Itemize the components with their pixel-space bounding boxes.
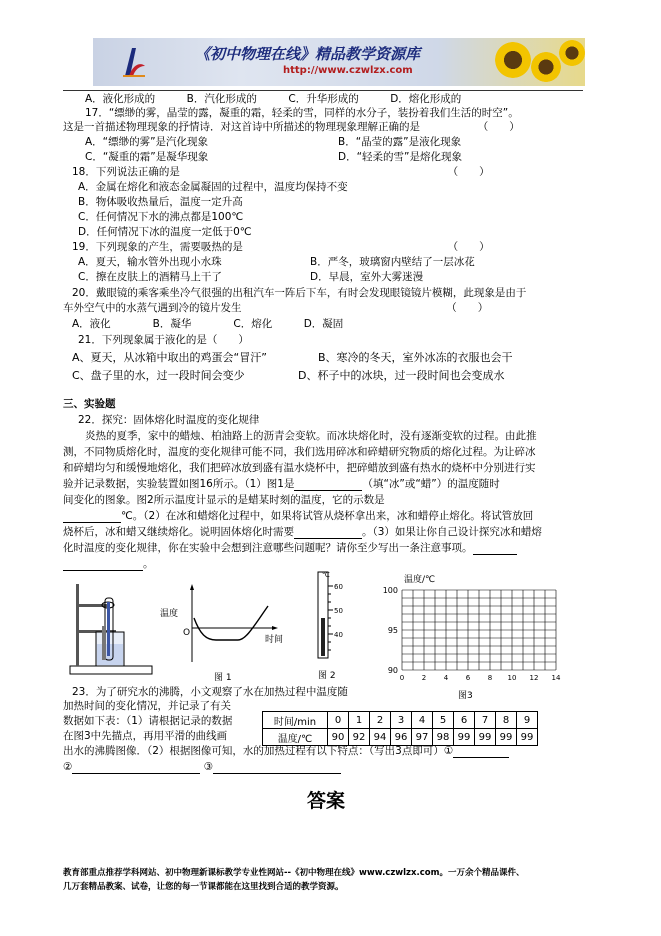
q19-stem: 19．下列现象的产生，需要吸热的是 （ ） (72, 241, 490, 253)
table-cell: 99 (475, 729, 496, 746)
answer-heading: 答案 (307, 790, 346, 812)
q22-paragraph (63, 510, 533, 523)
y-tick-label: 90 (387, 666, 398, 675)
table-header: 时间/min (263, 712, 328, 729)
table-cell: 4 (412, 712, 433, 729)
table-cell: 98 (433, 729, 454, 746)
table-cell: 5 (433, 712, 454, 729)
q19-option-a: A．夏天，输水管外出现小水珠 (78, 256, 222, 268)
fig3-ylabel: 温度/℃ (404, 575, 436, 585)
fig1-graph (180, 582, 280, 666)
table-cell: 90 (328, 729, 349, 746)
fig1-xlabel: 时间 (265, 635, 284, 645)
table-cell: 94 (370, 729, 391, 746)
table-cell: 92 (349, 729, 370, 746)
x-tick-label: 4 (443, 674, 449, 682)
q23-text: ③ (203, 761, 214, 773)
q21-option-a: A、夏天，从冰箱中取出的鸡蛋会“冒汗” (72, 351, 267, 364)
q22-text: ℃。（2）在冰和蜡熔化过程中，如果将试管从烧杯拿出来，冰和蜡停止熔化。将试管放回 (121, 510, 534, 522)
sunflower-icon (495, 42, 531, 78)
table-row (263, 729, 538, 746)
banner-url: http://www.czwlzx.com (283, 65, 413, 76)
q23-text: 23．为了研究水的沸腾，小文观察了水在加热过程中温度随 (72, 686, 348, 698)
q22-paragraph: 和碎蜡均匀和缓慢地熔化，我们把碎冰放到盛有温水烧杯中，把碎蜡放到盛有热水的烧杯中分别进行实 (63, 462, 536, 474)
thermo-tick: 60 (334, 583, 343, 591)
q21-stem: 21．下列现象属于液化的是（ ） (78, 334, 249, 346)
fig1-ylabel: 温度 (160, 609, 179, 619)
table-cell: 1 (349, 712, 370, 729)
q23-text (63, 761, 341, 774)
answer-blank[interactable] (453, 746, 509, 758)
thermo-unit: ℃ (322, 571, 330, 579)
fig2-caption: 图 2 (318, 671, 336, 681)
q19-option-c: C．擦在皮肤上的酒精马上干了 (78, 271, 222, 283)
sunflower-icon (531, 52, 561, 82)
fig1-origin: O (183, 628, 191, 638)
q22-paragraph (63, 558, 154, 571)
apparatus-figure (68, 578, 154, 678)
section-title: 三、实验题 (63, 398, 116, 410)
thermo-tick: 50 (334, 607, 343, 615)
q16-options: A．液化形成的 B．汽化形成的 C．升华形成的 D．熔化形成的 (85, 93, 462, 105)
q20-options: A．液化 B．凝华 C．熔化 D．凝固 (72, 318, 344, 330)
footer-line: 几万套精品教案、试卷，让您的每一节课都能在这里找到合适的教学资源。 (63, 882, 344, 892)
x-tick-label: 14 (551, 674, 561, 682)
q17-option-a: A．“缥缈的雾”是汽化现象 (85, 136, 209, 148)
fig3-caption: 图3 (458, 691, 473, 701)
q17-stem-cont: 这是一首描述物理现象的抒情诗．对这首诗中所描述的物理现象理解正确的是 （ ） (63, 121, 520, 133)
table-cell: 0 (328, 712, 349, 729)
answer-blank[interactable] (294, 479, 362, 491)
q18-option-d: D．任何情况下冰的温度一定低于0℃ (78, 226, 252, 238)
q23-text: 数据如下表：（1）请根据记录的数据 (63, 715, 233, 727)
answer-blank[interactable] (63, 511, 121, 523)
table-cell: 9 (517, 712, 538, 729)
table-cell: 99 (517, 729, 538, 746)
q17-option-c: C．“凝重的霜”是凝华现象 (85, 151, 209, 163)
x-tick-label: 2 (421, 674, 427, 682)
y-tick-label: 95 (387, 626, 398, 635)
answer-blank[interactable] (473, 543, 517, 555)
q17-option-b: B．“晶莹的露”是液化现象 (338, 136, 462, 148)
q19-option-d: D．早晨，室外大雾迷漫 (310, 271, 424, 283)
table-cell: 96 (391, 729, 412, 746)
header-rule (63, 90, 583, 91)
q17-option-d: D．“轻柔的雪”是熔化现象 (338, 151, 462, 163)
thermo-tick: 40 (334, 631, 343, 639)
q23-text: ② (63, 761, 73, 773)
table-cell: 3 (391, 712, 412, 729)
q21-option-d: D、杯子中的冰块，过一段时间也会变成水 (298, 369, 505, 382)
q22-text: 验并记录数据，实验装置如图16所示。（1）图1是 (63, 478, 295, 490)
logo-icon (121, 46, 147, 78)
table-header: 温度/℃ (263, 729, 328, 746)
q20-stem: 20．戴眼镜的乘客乘坐冷气很强的出租汽车一阵后下车，有时会发现眼镜镜片模糊，此现象是由于 (72, 287, 527, 299)
table-cell: 7 (475, 712, 496, 729)
q22-paragraph: 炎热的夏季，家中的蜡烛、柏油路上的沥青会变软。而冰块熔化时，没有逐渐变软的过程。由此推 (85, 430, 537, 442)
answer-blank[interactable] (72, 762, 200, 774)
q22-text: 。 (143, 558, 154, 570)
table-cell: 6 (454, 712, 475, 729)
q22-paragraph (63, 542, 517, 555)
table-cell: 99 (496, 729, 517, 746)
x-tick-label: 8 (487, 674, 493, 682)
x-tick-label: 10 (507, 674, 517, 682)
q22-text: （填“冰”或“蜡”）的温度随时 (362, 478, 500, 490)
q22-text: 。（3）如果让你自己设计探究冰和蜡熔 (362, 526, 542, 538)
footer-line: 教育部重点推荐学科网站、初中物理新课标教学专业性网站--《初中物理在线》www.czwlzx.com。一万余个精品课件、 (63, 868, 525, 878)
q18-option-b: B．物体吸收热量后，温度一定升高 (78, 196, 243, 208)
table-row (263, 712, 538, 729)
q22-paragraph (63, 478, 500, 491)
q17-stem: 17．“缥缈的雾，晶莹的露，凝重的霜，轻柔的雪，同样的水分子，装扮着我们生活的时空”。 (85, 107, 519, 119)
y-tick-label: 100 (382, 586, 398, 595)
q23-text: 出水的沸腾图像．（2）根据图像可知，水的加热过程有以下特点：（写出3点即可）① (63, 745, 454, 757)
q23-text: 加热时间的变化情况，并记录了有关 (63, 700, 231, 712)
q19-option-b: B．严冬，玻璃窗内壁结了一层冰花 (310, 256, 475, 268)
q22-paragraph (63, 494, 385, 507)
q22-paragraph: 测，不同物质熔化时，温度的变化规律可能不同，我们选用碎冰和碎蜡研究物质的熔化过程。为让碎冰 (63, 446, 536, 458)
q22-text: 间变化的图象。图2所示温度计显示的是蜡某时刻的温度，它的示数是 (63, 494, 385, 506)
q21-option-c: C、盘子里的水，过一段时间会变少 (72, 369, 245, 382)
table-cell: 8 (496, 712, 517, 729)
sunflower-icon (559, 40, 585, 66)
q18-stem: 18．下列说法正确的是 （ ） (72, 166, 490, 178)
q22-title: 22．探究：固体熔化时温度的变化规律 (78, 414, 260, 426)
fig1-caption: 图 1 (214, 673, 232, 683)
q22-paragraph (63, 526, 542, 539)
answer-blank[interactable] (213, 762, 341, 774)
x-tick-label: 12 (529, 674, 539, 682)
table-cell: 99 (454, 729, 475, 746)
banner-title: 《初中物理在线》精品教学资源库 (195, 45, 421, 63)
q18-option-c: C．任何情况下水的沸点都是100℃ (78, 211, 244, 223)
q20-stem-cont: 车外空气中的水蒸气遇到冷的镜片发生 （ ） (63, 302, 489, 314)
table-cell: 2 (370, 712, 391, 729)
header-banner (93, 38, 585, 86)
table-cell: 97 (412, 729, 433, 746)
x-tick-label: 0 (399, 674, 405, 682)
answer-blank[interactable] (294, 527, 362, 539)
q18-option-a: A．金属在熔化和液态金属凝固的过程中，温度均保持不变 (78, 181, 348, 193)
boiling-grid (380, 584, 580, 684)
q23-text (63, 745, 509, 758)
x-tick-label: 6 (465, 674, 471, 682)
q22-text: 烧杯后，冰和蜡又继续熔化。说明固体熔化时需要 (63, 526, 294, 538)
answer-blank[interactable] (63, 559, 143, 571)
q23-text: 在图3中先描点，再用平滑的曲线画 (63, 730, 228, 742)
data-table (262, 711, 538, 746)
q22-text: 化时温度的变化规律，你在实验中会想到注意哪些问题呢？请你至少写出一条注意事项。 (63, 542, 473, 554)
q21-option-b: B、寒冷的冬天，室外冰冻的衣服也会干 (318, 351, 513, 364)
